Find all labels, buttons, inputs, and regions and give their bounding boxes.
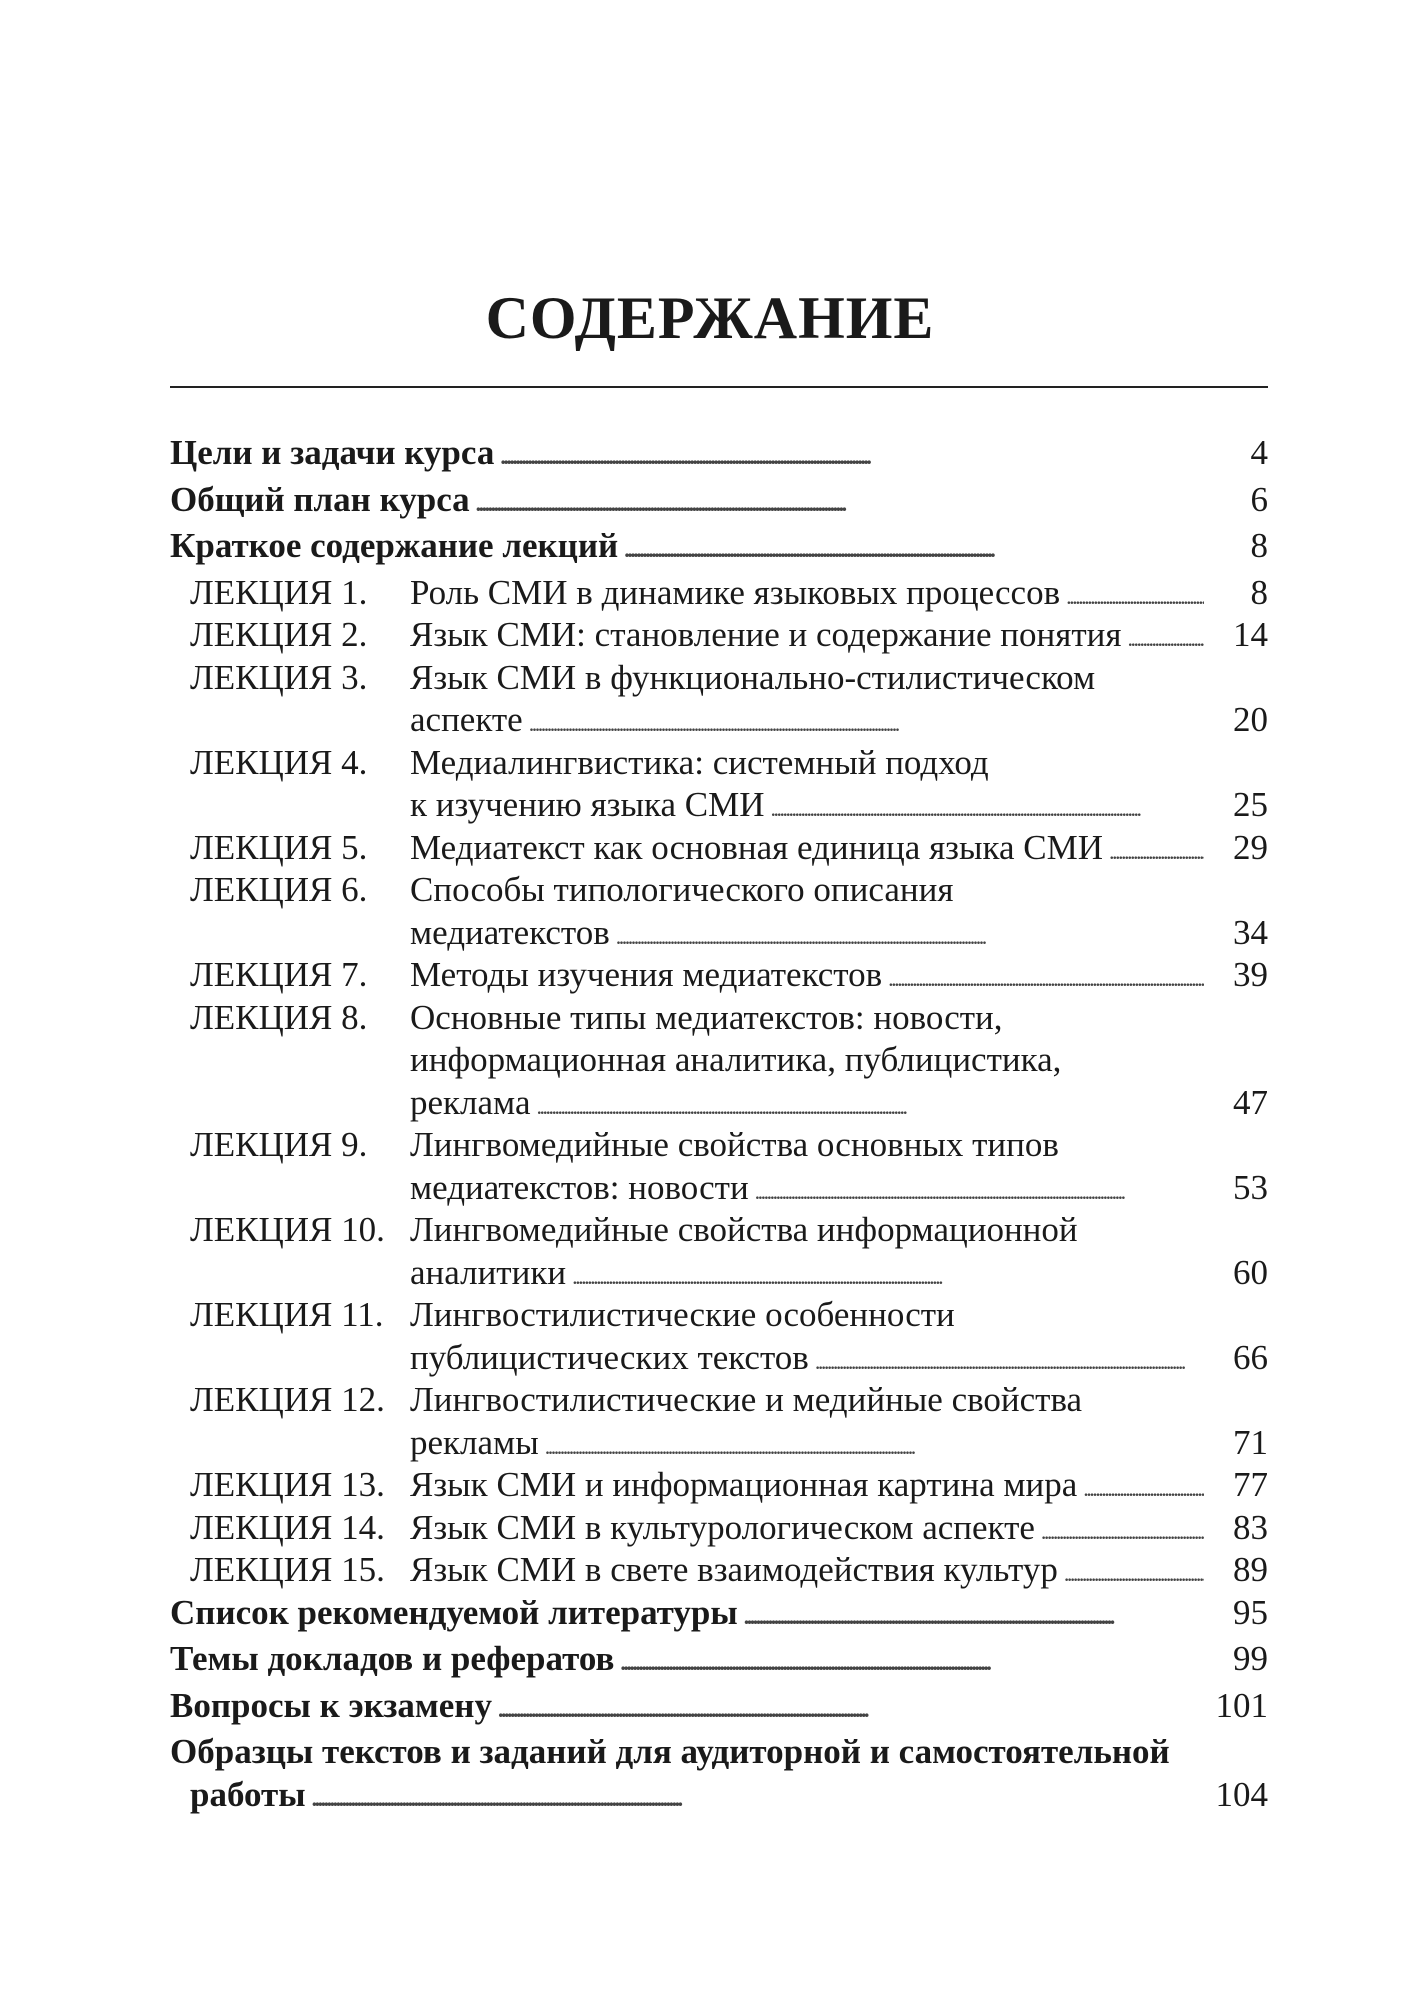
toc-entry <box>170 1464 1268 1507</box>
toc-entry-title: Темы докладов и рефератов <box>170 1639 615 1678</box>
dot-leader <box>1127 614 1204 661</box>
toc-entry <box>170 1124 1268 1209</box>
dot-leader <box>815 1337 1204 1384</box>
dot-leader <box>771 784 1204 831</box>
toc-entry-title: Медиалингвистика: системный подход <box>410 742 989 782</box>
toc-entry-title: Лингвостилистические и медийные свойства <box>410 1380 1083 1419</box>
toc-entry <box>170 572 1268 615</box>
toc-entry <box>170 1379 1268 1464</box>
page-number: 60 <box>1233 1252 1268 1292</box>
page-number: 71 <box>1233 1422 1268 1462</box>
dot-leader <box>620 1638 1204 1685</box>
toc-entry-title: Роль СМИ в динамике языковых процессов <box>410 572 1061 612</box>
page-number: 47 <box>1233 1082 1268 1122</box>
toc-entry-title: аспекте <box>410 700 523 739</box>
dot-leader <box>1041 1507 1204 1554</box>
toc-entry <box>170 1638 1268 1681</box>
dot-leader <box>312 1774 1204 1821</box>
dot-leader <box>1064 1549 1204 1596</box>
dot-leader <box>624 525 1204 572</box>
page-number: 53 <box>1233 1167 1268 1207</box>
page-number: 101 <box>1215 1685 1268 1725</box>
toc-entry-title: Лингвостилистические особенности <box>410 1295 955 1334</box>
toc-entry <box>170 479 1268 522</box>
toc-entry-title: медиатекстов: новости <box>410 1167 749 1207</box>
page-number: 29 <box>1233 827 1268 867</box>
toc-entry <box>170 997 1268 1125</box>
toc-entry-label: ЛЕКЦИЯ 10. <box>190 1210 385 1249</box>
toc-entry <box>170 1731 1268 1816</box>
toc-entry-title: Цели и задачи курса <box>170 433 495 472</box>
page-number: 104 <box>1215 1774 1268 1814</box>
page-number: 39 <box>1233 955 1268 994</box>
page-number: 4 <box>1250 433 1268 472</box>
page-title: СОДЕРЖАНИЕ <box>485 285 935 351</box>
toc-entry <box>170 657 1268 742</box>
toc-entry <box>170 432 1268 475</box>
page-number: 95 <box>1233 1592 1268 1632</box>
dot-leader <box>1109 827 1204 874</box>
toc-entry <box>170 954 1268 997</box>
page-number: 25 <box>1233 785 1268 824</box>
toc-entry <box>170 1549 1268 1592</box>
page-number: 77 <box>1233 1465 1268 1504</box>
page-number: 6 <box>1250 479 1268 519</box>
page-number: 66 <box>1233 1337 1268 1377</box>
dot-leader <box>536 1082 1204 1129</box>
toc-entry-title: работы <box>190 1774 306 1814</box>
toc-entry-label: ЛЕКЦИЯ 7. <box>190 955 368 994</box>
dot-leader <box>545 1422 1204 1469</box>
toc-entry <box>170 1685 1268 1728</box>
page-number: 99 <box>1233 1639 1268 1678</box>
dot-leader <box>744 1592 1204 1639</box>
dot-leader <box>888 954 1204 1001</box>
toc-entry-label: ЛЕКЦИЯ 13. <box>190 1465 385 1504</box>
page-number: 89 <box>1233 1550 1268 1589</box>
toc-entry-title: Краткое содержание лекций <box>170 526 619 565</box>
page-number: 14 <box>1233 615 1268 654</box>
toc-entry-title: Лингвомедийные свойства основных типов <box>410 1125 1059 1164</box>
toc-entry-title: Список рекомендуемой литературы <box>170 1592 738 1632</box>
toc-entry-title: Основные типы медиатекстов: новости, <box>410 997 1003 1037</box>
toc-entry-title: Язык СМИ в культурологическом аспекте <box>410 1507 1035 1547</box>
toc-entry-label: ЛЕКЦИЯ 11. <box>190 1295 384 1334</box>
toc-entry-label: ЛЕКЦИЯ 15. <box>190 1550 385 1589</box>
toc-entry-label: ЛЕКЦИЯ 1. <box>190 572 368 612</box>
dot-leader <box>1066 572 1204 619</box>
toc-entry-title: Язык СМИ: становление и содержание понятия <box>410 615 1122 654</box>
table-of-contents <box>170 432 1268 1820</box>
toc-entry-title: Методы изучения медиатекстов <box>410 955 883 994</box>
toc-entry-title: Способы типологического описания <box>410 870 954 909</box>
dot-leader <box>1083 1464 1204 1511</box>
toc-entry <box>170 1592 1268 1635</box>
toc-entry <box>170 1507 1268 1550</box>
toc-entry-label: ЛЕКЦИЯ 8. <box>190 997 368 1037</box>
toc-entry-label: ЛЕКЦИЯ 4. <box>190 742 368 782</box>
toc-entry-title: Образцы текстов и заданий для аудиторной и самостоятельной <box>170 1732 1170 1771</box>
toc-entry-label: ЛЕКЦИЯ 12. <box>190 1380 385 1419</box>
toc-entry-title: информационная аналитика, публицистика, <box>410 1040 1062 1079</box>
toc-entry <box>170 1294 1268 1379</box>
toc-entry <box>170 869 1268 954</box>
dot-leader <box>500 432 1204 479</box>
dot-leader <box>529 699 1204 746</box>
title-divider <box>170 386 1268 388</box>
dot-leader <box>755 1167 1204 1214</box>
toc-entry-label: ЛЕКЦИЯ 6. <box>190 870 368 909</box>
toc-entry-title: Общий план курса <box>170 479 470 519</box>
page-number: 20 <box>1233 700 1268 739</box>
toc-entry-title: аналитики <box>410 1252 567 1292</box>
toc-entry <box>170 1209 1268 1294</box>
toc-entry-title: Язык СМИ в свете взаимодействия культур <box>410 1550 1058 1589</box>
toc-entry-label: ЛЕКЦИЯ 2. <box>190 615 368 654</box>
page-number: 83 <box>1233 1507 1268 1547</box>
dot-leader <box>572 1252 1204 1299</box>
toc-entry <box>170 742 1268 827</box>
page-number: 34 <box>1233 912 1268 952</box>
page-number: 8 <box>1250 526 1268 565</box>
dot-leader <box>498 1685 1204 1732</box>
toc-entry <box>170 827 1268 870</box>
toc-entry-title: публицистических текстов <box>410 1337 809 1377</box>
toc-entry <box>170 525 1268 568</box>
toc-entry-title: Вопросы к экзамену <box>170 1685 492 1725</box>
toc-entry-title: Язык СМИ в функционально-стилистическом <box>410 657 1096 697</box>
toc-entry-title: Медиатекст как основная единица языка СМИ <box>410 827 1104 867</box>
toc-entry-title: рекламы <box>410 1422 539 1462</box>
toc-entry-title: Язык СМИ и информационная картина мира <box>410 1465 1078 1504</box>
toc-entry-title: реклама <box>410 1082 531 1122</box>
dot-leader <box>476 479 1204 526</box>
toc-entry-label: ЛЕКЦИЯ 9. <box>190 1125 368 1164</box>
dot-leader <box>616 912 1204 959</box>
toc-entry <box>170 614 1268 657</box>
toc-entry-label: ЛЕКЦИЯ 5. <box>190 827 368 867</box>
page-number: 8 <box>1250 572 1268 612</box>
toc-entry-label: ЛЕКЦИЯ 3. <box>190 657 368 697</box>
toc-entry-title: к изучению языка СМИ <box>410 785 765 824</box>
toc-entry-label: ЛЕКЦИЯ 14. <box>190 1507 385 1547</box>
toc-entry-title: Лингвомедийные свойства информационной <box>410 1210 1078 1249</box>
toc-entry-title: медиатекстов <box>410 912 610 952</box>
